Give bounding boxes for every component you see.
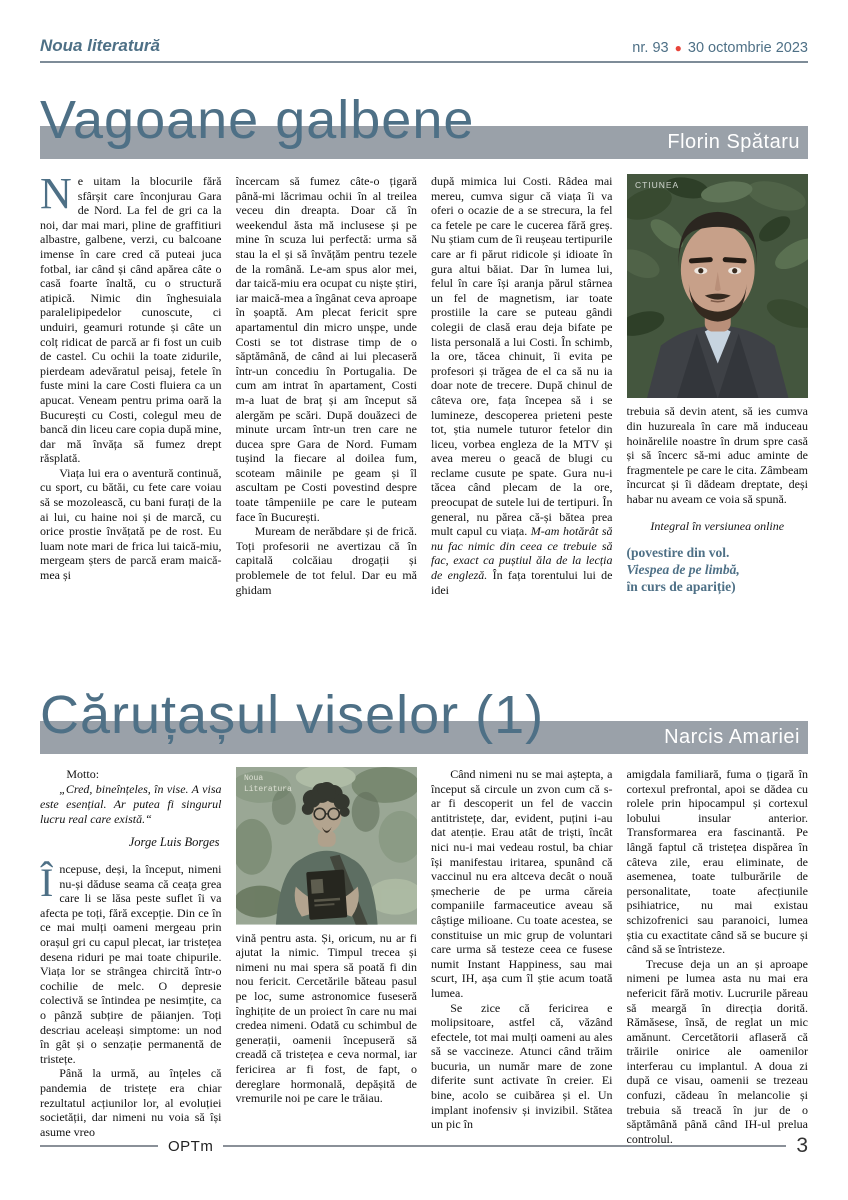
body-text: e uitam la blocurile fără sfârșit care înconjurau Gara de Nord. La fel de gri ca la noi, dar mai mari, pline de graffitiuri albastre, galbene, verzi, cu balcoane imense în care cred că puteai juca fotbal, iar când și când apărea câte o casă foarte înaltă, cu o structură atipică. Nimic din înghesuiala paralelipipedelor cunoscute, ci unduiri, geamuri rotunde și câte un colț ridicat de parcă ar fi fost un cuib de castel. Cu ochii la toate zidurile, pierdeam adevăratul peisaj, fetele în fuste mini la care Costi fluiera ca un apucat. Veneam pentru prima oară la București cu Costi, colegul meu de bancă din liceu care copia după mine, dar mă învăța să fumez drept răsplată. [40, 174, 222, 466]
paragraph: Se zice că fericirea e molipsitoare, astfel că, văzând efectele, tot mai mulți oameni au ales să se vaccineze. Atunci când trăim bucuria, un număr mare de zone diferite sunt activate în creier. Ei bine, acolo se cuibărea și el. Un implant inofensiv și invizibil. Stătea un pic în [431, 1000, 613, 1132]
red-dot-icon: ● [674, 41, 682, 55]
dropcap-i: Î [40, 860, 54, 905]
motto-quote: „Cred, bineînțeles, în vise. A visa este esențial. Ar putea fi singurul lucru real care există.“ [40, 782, 222, 826]
article1-title: Vagoane galbene [40, 90, 475, 150]
article1-title-block [40, 77, 808, 159]
body-text: În fața torentului lui de idei [431, 568, 613, 597]
article2-title-block [40, 672, 808, 754]
article1-author: Florin Spătaru [667, 131, 800, 153]
article2-col2 [236, 767, 418, 1161]
article1-columns [40, 174, 808, 666]
article2-columns [40, 767, 808, 1161]
article2-col3 [431, 767, 613, 1161]
article2-author: Narcis Amariei [664, 726, 800, 748]
photo-watermark-line1: Noua [243, 773, 263, 783]
photo-watermark-line2: Literatura [243, 784, 292, 794]
paragraph [40, 862, 222, 1066]
motto-author: Jorge Luis Borges [128, 835, 220, 849]
article2-title: Căruțașul viselor (1) [40, 685, 545, 745]
photo-narcis-amariei [236, 767, 418, 925]
paragraph: Până la urmă, au înțeles că pandemia de tristețe era chiar rezultatul acțiunilor lor, al evoluției societății, dar nimeni nu voia să își asume vreo [40, 1066, 222, 1139]
article1-col2 [236, 174, 418, 666]
photo-watermark: CTIUNEA [634, 179, 679, 190]
dropcap-n: N [40, 174, 72, 218]
issue-date: 30 octombrie 2023 [687, 40, 808, 56]
body-text: ncepuse, deși, la început, nimeni nu-și dăduse seama că ceața grea care li se lăsa peste suflet îi va afecta pe toți, fără excepție. Din ce în ce mai mulți oameni mergeau prin orașul gri cu capul plecat, iar tristețea desena riduri pe mai toate chipurile. Viața lor se strângea chircită într-o cochilie de melc. O depresie colectivă se întindea pe nesimțite, ca o pânză subțire de păianjen. Toți descriau aceleași simptome: un nod în gât și o senzație permanentă de tristețe. [40, 862, 222, 1066]
article1-col3 [431, 174, 613, 666]
page-footer [40, 1134, 808, 1158]
article1-col4 [627, 174, 809, 666]
article2-col4 [627, 767, 809, 1161]
header-rule [40, 61, 808, 63]
portrait-photo-florin-spataru [627, 174, 809, 398]
paragraph: vină pentru asta. Și, oricum, nu ar fi ajutat la nimic. Timpul trecea și nimeni nu mai spera să poată fi din nou fericit. Cercetările băteau pasul pe loc, sume astronomice fuseseră înghițite de un proiect în care nu mai credea nimeni. Odată cu schimbul de generații, oamenii începuseră să creadă că tristețea e ceva normal, iar fericirea ar fi fost, de fapt, o dereglare hormonală, depășită de vremurile noi pe care le trăiau. [235, 930, 417, 1106]
article1-col1 [40, 174, 222, 666]
issue-info [632, 40, 808, 56]
page-number: 3 [796, 1134, 808, 1157]
online-note: Integral în versiunea online [650, 518, 785, 533]
credit-line: în curs de apariție) [626, 578, 736, 594]
paragraph [431, 174, 613, 597]
paragraph: Muream de nerăbdare și de frică. Toți profesorii ne avertizau că în capitală colcăiau drogații și problemele de tot felul. Dar eu mă ghidam [235, 524, 417, 597]
paragraph: Trecuse deja un an și aproape nimeni pe lumea asta nu mai era nefericit fără motiv. Lucrurile păreau să meargă în direcția dorită. Rămăsese, însă, de reglat un mic amănunt. Cercetătorii aflaseră că trăirile onirice ale oamenilor interferau cu implantul. A doua zi după ce visau, oamenii se trezeau confuzi, cădeau în melancolie și trebuia să treacă în jur de o săptămână până când IH-ul prelua controlul. [626, 956, 808, 1146]
paragraph [40, 174, 222, 466]
masthead: Noua literatură [40, 36, 160, 55]
paragraph: amigdala familiară, fuma o țigară în cortexul prefrontal, apoi se dădea cu rolele prin hipocampul și cortexul lobului insular anterior. Transformarea era fascinantă. Pe lângă faptul că tristețea dispărea în câteva zile, erau eliminate, de asemenea, toate tulburările de personalitate, toate afecțiunile psihiatrice, nu mai existau schizofrenici sau paranoici, lumea știa cu exactitate când să se bucure și când să se întristeze. [626, 767, 808, 957]
footer-rule-left [40, 1145, 158, 1147]
motto-label: Motto: [66, 767, 100, 781]
body-text: după mimica lui Costi. Râdea mai mereu, cumva sigur că viața îi va oferi o ocazie de a se strecura, la fel ca fetele pe care le cucerea fără greș. Nu știam cum de îi reușeau tertipurile care ar fi părut ridicole și idioate în gura altui băiat. Dar în lumea lui, felul în care își aranja părul stârnea un fel de magnetism, iar toate prostiile la care se puteau gândi colegii de clasă erau deja bifate pe lista personală a lui Costi. În schimb, la ore, tăcea chinuit, îi evita pe profesori și trăgea de el ca să nu ia doar note de trecere. După chinul de câteva ore, fața începea să i se lumineze, descoperea prieteni peste tot, știa numele tuturor fetelor din liceu, vorbea engleza de la MTV și avea mereu o geacă de blugi cu reclame cusute pe spate. Gura nu-i tăcea când plecam de la ore, preocupat de sutele lui de tertipuri. În general, nu părea că-și bătea prea mult capul cu viața. [431, 174, 613, 539]
volume-credit [627, 544, 809, 595]
paragraph: Când nimeni nu se mai aștepta, a început să circule un zvon cum că s-ar fi descoperit un fel de vaccin antitristețe, dar, evident, puțini i-au dat atenție. Erau atât de triști, încât nici nu-i mai vedeau rostul, ba chiar își manifestau iritarea, spunând că vaccinul nu era altceva decât o nouă șmecherie de pe urma căreia companiile farmaceutice aveau să câștige milioane. Cu toate acestea, se constituise un mic grup de voluntari care urma să testeze ceea ce fusese numit Instant Happiness, sau mai scurt, IH, așa cum îl știe acum toată lumea. [431, 767, 613, 1000]
paragraph: trebuia să devin atent, să ies cumva din huzureala în care mă induceau hoinărelile noastre în drum spre casă și să încerc să-mi aduc aminte de fragmentele pe care le cita. Zâmbeam încurcat și îi dădeam dreptate, deși habar nu aveam ce voia să spună. [626, 404, 808, 506]
page-header [40, 36, 808, 56]
paragraph: Viața lui era o aventură continuă, cu sport, cu bătăi, cu fete care voiau să se mozolească, cu bani furați de la ai lui, cu haine noi și de marcă, cu orice prostie învățată pe de rost. Eu luam note mari de frica lui taică-miu, mergeam șters de parcă eram maică-mea și [40, 465, 222, 583]
inline-quote: M-am hotărât să nu fac nimic din ceea ce trebuie să fac, exact ca puștiul ăla de la lecția de engleză. [431, 524, 613, 583]
credit-volume-title: Viespea de pe limbă, [626, 561, 740, 577]
footer-rule-right [223, 1145, 786, 1147]
credit-line: (povestire din vol. [626, 544, 730, 560]
article2-col1 [40, 767, 222, 1161]
paragraph: încercam să fumez câte-o țigară până-mi lăcrimau ochii în al treilea veceu din dreapta. Doar că în weekendul ăsta mă inclusese și pe mine în scuza lui perfectă: urma să stau la el și să învățăm pentru tezele de la română. Le-am spus alor mei, dar taică-miu era ocupat cu niște știri, iar maică-mea a îngânat ceva aproape în șoaptă. Am plecat fericit spre apartamentul din micro unșpe, unde Costi se tot distrase timp de o săptămână, de când ai lui plecaseră într-un concediu în Portugalia. De cum am intrat în apartament, Costi m-a luat de braț și am început să alergăm pe scări. După douăzeci de minute urcam într-un tren care ne ducea spre Gara de Nord. Fumam tușind la fiecare al doilea fum, scoteam mâinile pe geam și îl ascultam pe Costi povestind despre toate tâmpeniile pe care le puteam face în București. [235, 174, 417, 524]
footer-brand: OPTm [168, 1137, 214, 1155]
issue-number: nr. 93 [632, 40, 669, 56]
